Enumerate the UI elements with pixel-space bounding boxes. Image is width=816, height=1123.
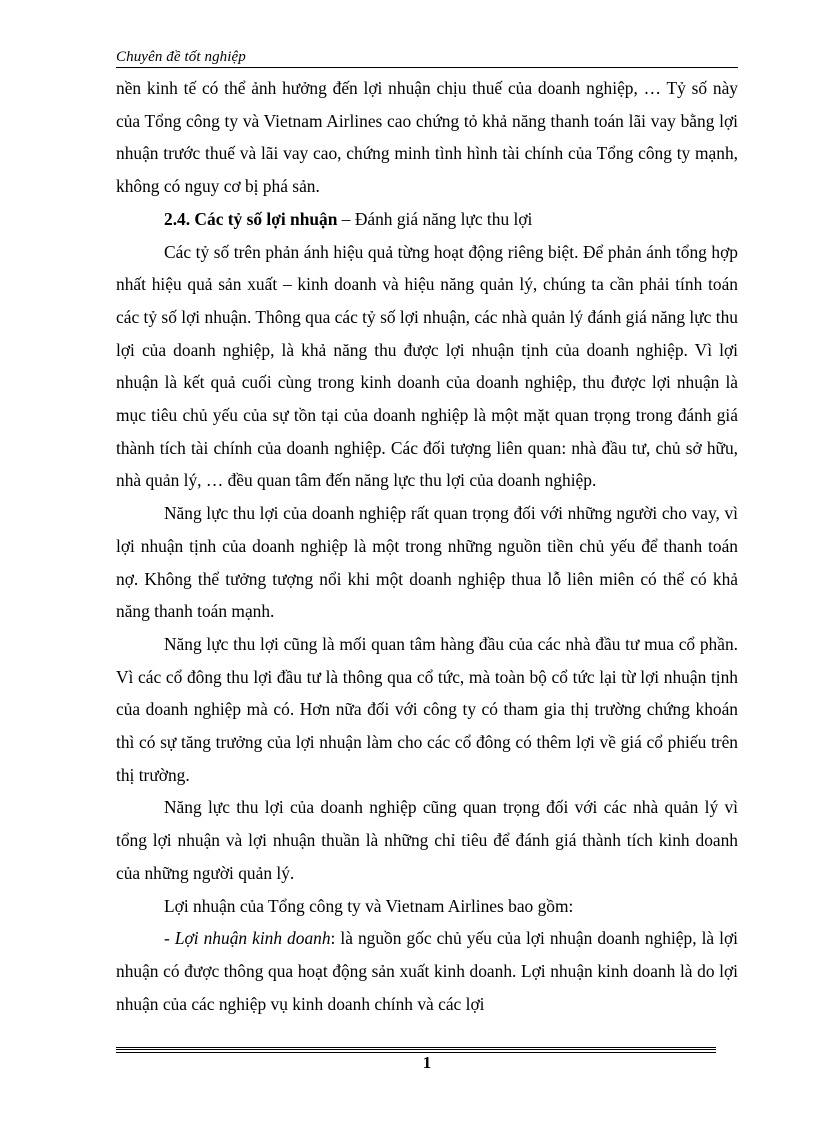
header-divider xyxy=(116,67,738,68)
paragraph: Năng lực thu lợi của doanh nghiệp rất quan trọng đối với những người cho vay, vì lợi nhuận tịnh của doanh nghiệp là một trong những nguồn tiền chủ yếu để thanh toán nợ. Không thể tưởng tượng nổi khi một doanh nghiệp thua lỗ liên miên có thể có khả năng thanh toán mạnh. xyxy=(116,503,738,622)
list-item-term: Lợi nhuận kinh doanh xyxy=(174,928,331,949)
list-item-text: : là nguồn gốc chủ yếu của lợi nhuận doanh nghiệp, là lợi nhuận có được thông qua hoạt động sản xuất kinh doanh. Lợi nhuận kinh doanh là do lợi nhuận của các nghiệp vụ kinh doanh chính và các lợi xyxy=(116,928,738,1014)
document-body xyxy=(116,72,738,1020)
paragraph-continuation: nền kinh tế có thể ảnh hưởng đến lợi nhuận chịu thuế của doanh nghiệp, … Tỷ số này của Tổng công ty và Vietnam Airlines cao chứng tỏ khả năng thanh toán lãi vay bằng lợi nhuận trước thuế và lãi vay cao, chứng minh tình hình tài chính của Tổng công ty mạnh, không có nguy cơ bị phá sản. xyxy=(116,78,738,197)
section-heading-subtitle: – Đánh giá năng lực thu lợi xyxy=(337,208,533,229)
paragraph: Năng lực thu lợi của doanh nghiệp cũng quan trọng đối với các nhà quản lý vì tổng lợi nhuận và lợi nhuận thuần là những chỉ tiêu để đánh giá thành tích kinh doanh của những người quản lý. xyxy=(116,797,738,883)
section-heading xyxy=(116,203,738,236)
page-number: 1 xyxy=(422,1053,432,1072)
list-item xyxy=(116,922,738,1020)
paragraph: Lợi nhuận của Tổng công ty và Vietnam Airlines bao gồm: xyxy=(164,895,574,916)
section-heading-number-title: 2.4. Các tỷ số lợi nhuận xyxy=(164,208,338,229)
running-header: Chuyên đề tốt nghiệp xyxy=(116,49,246,65)
paragraph: Các tỷ số trên phản ánh hiệu quả từng hoạt động riêng biệt. Để phản ánh tổng hợp nhất hiệu quả sản xuất – kinh doanh và hiệu năng quản lý, chúng ta cần phải tính toán các tỷ số lợi nhuận. Thông qua các tỷ số lợi nhuận, các nhà quản lý đánh giá năng lực thu lợi của doanh nghiệp, là khả năng thu được lợi nhuận tịnh của doanh nghiệp. Vì lợi nhuận là kết quả cuối cùng trong kinh doanh của doanh nghiệp, thu được lợi nhuận là mục tiêu chủ yếu của sự tồn tại của doanh nghiệp là một mặt quan trọng trong đánh giá thành tích tài chính của doanh nghiệp. Các đối tượng liên quan: nhà đầu tư, chủ sở hữu, nhà quản lý, … đều quan tâm đến năng lực thu lợi của doanh nghiệp. xyxy=(116,241,738,491)
list-item-dash: - xyxy=(164,928,175,949)
paragraph: Năng lực thu lợi cũng là mối quan tâm hàng đầu của các nhà đầu tư mua cổ phần. Vì các cổ đông thu lợi đầu tư là thông qua cổ tức, mà toàn bộ cổ tức lại từ lợi nhuận tịnh của doanh nghiệp mà có. Hơn nữa đối với công ty có tham gia thị trường chứng khoán thì có sự tăng trưởng của lợi nhuận làm cho các cổ đông có thêm lợi về giá cổ phiếu trên thị trường. xyxy=(116,633,738,785)
